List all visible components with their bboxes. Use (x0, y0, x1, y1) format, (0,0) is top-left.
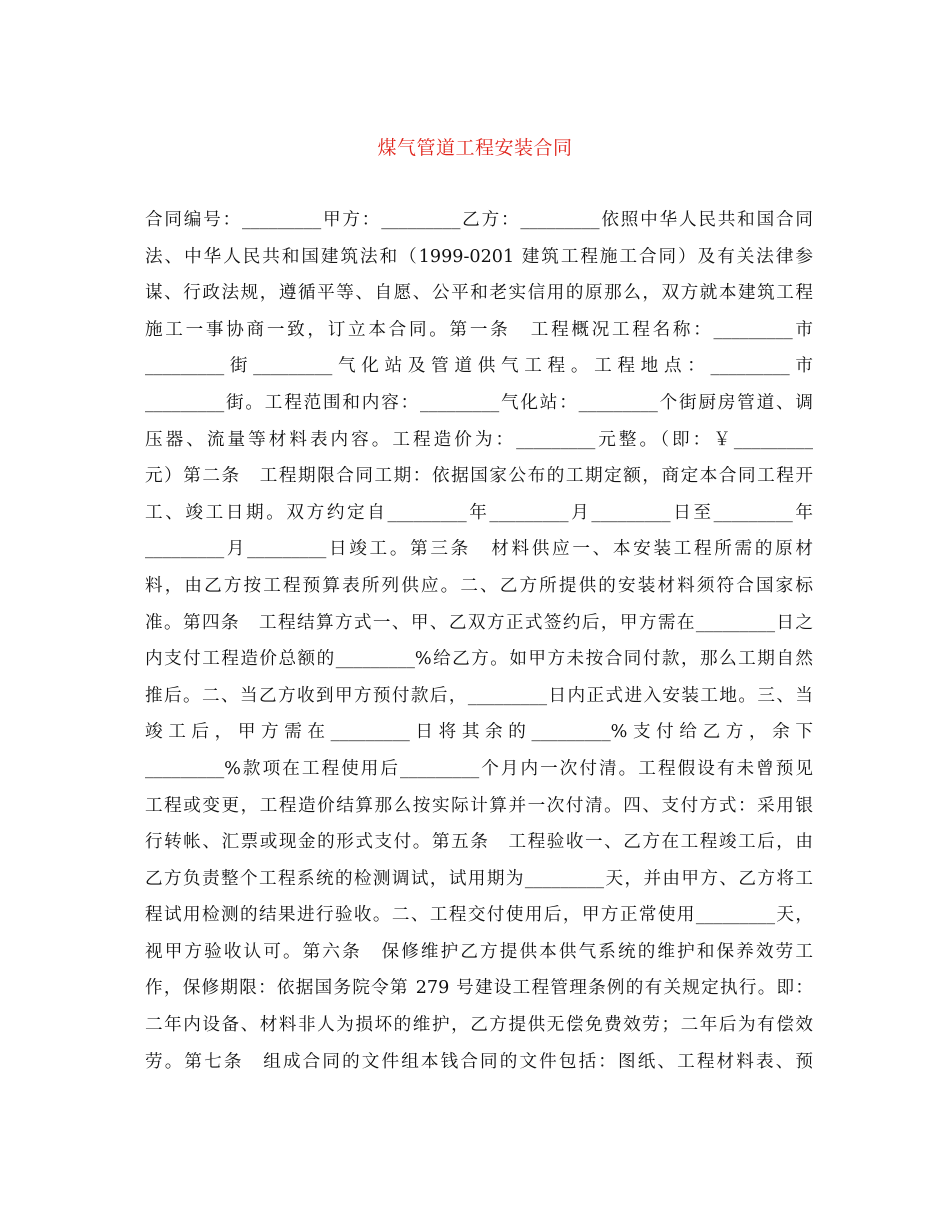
body-line: 工、竣工日期。双方约定自_________年_________月_________日至_________年 (145, 502, 813, 523)
body-line: 乙方负责整个工程系统的检测调试，试用期为_________天，并由甲方、乙方将工 (145, 868, 813, 889)
body-line: 工程或变更，工程造价结算那么按实际计算并一次付清。四、支付方式：采用银 (145, 795, 813, 816)
body-line: _________街。工程范围和内容：_________气化站：_________个街厨房管道、调 (145, 392, 813, 413)
document-body (145, 202, 813, 1080)
body-line: 视甲方验收认可。第六条 保修维护乙方提供本供气系统的维护和保养效劳工 (145, 941, 813, 962)
body-line: _________街_________气化站及管道供气工程。工程地点：_________市 (145, 356, 813, 377)
body-line: 竣工后，甲方需在_________日将其余的_________%支付给乙方，余下 (145, 722, 813, 743)
body-line: 劳。第七条 组成合同的文件组本钱合同的文件包括：图纸、工程材料表、预 (145, 1051, 813, 1072)
document-title: 煤气管道工程安装合同 (377, 137, 573, 159)
body-line: 程试用检测的结果进行验收。二、工程交付使用后，甲方正常使用_________天， (145, 905, 813, 926)
body-line: 元）第二条 工程期限合同工期：依据国家公布的工期定额，商定本合同工程开 (145, 466, 813, 487)
body-line: 压器、流量等材料表内容。工程造价为：_________元整。（即：￥_________ (145, 429, 813, 450)
body-line: 准。第四条 工程结算方式一、甲、乙双方正式签约后，甲方需在_________日之 (145, 612, 813, 633)
body-line: 施工一事协商一致，订立本合同。第一条 工程概况工程名称：_________市 (145, 319, 813, 340)
body-line: 作，保修期限：依据国务院令第 279 号建设工程管理条例的有关规定执行。即： (145, 978, 813, 999)
body-line: 二年内设备、材料非人为损坏的维护，乙方提供无偿免费效劳；二年后为有偿效 (145, 1015, 813, 1036)
body-line: 行转帐、汇票或现金的形式支付。第五条 工程验收一、乙方在工程竣工后，由 (145, 832, 813, 853)
body-line: 内支付工程造价总额的_________%给乙方。如甲方未按合同付款，那么工期自然 (145, 649, 813, 670)
body-line: 法、中华人民共和国建筑法和（1999-0201 建筑工程施工合同）及有关法律参 (145, 246, 813, 267)
body-line: _________月_________日竣工。第三条 材料供应一、本安装工程所需的原材 (145, 539, 813, 560)
body-line: _________%款项在工程使用后_________个月内一次付清。工程假设有未曾预见 (145, 758, 813, 779)
body-line: 谋、行政法规，遵循平等、自愿、公平和老实信用的原那么，双方就本建筑工程 (145, 283, 813, 304)
body-line: 合同编号：_________甲方：_________乙方：_________依照中华人民共和国合同 (145, 210, 813, 230)
body-line: 推后。二、当乙方收到甲方预付款后，_________日内正式进入安装工地。三、当 (145, 685, 813, 706)
body-line: 料，由乙方按工程预算表所列供应。二、乙方所提供的安装材料须符合国家标 (145, 575, 813, 596)
